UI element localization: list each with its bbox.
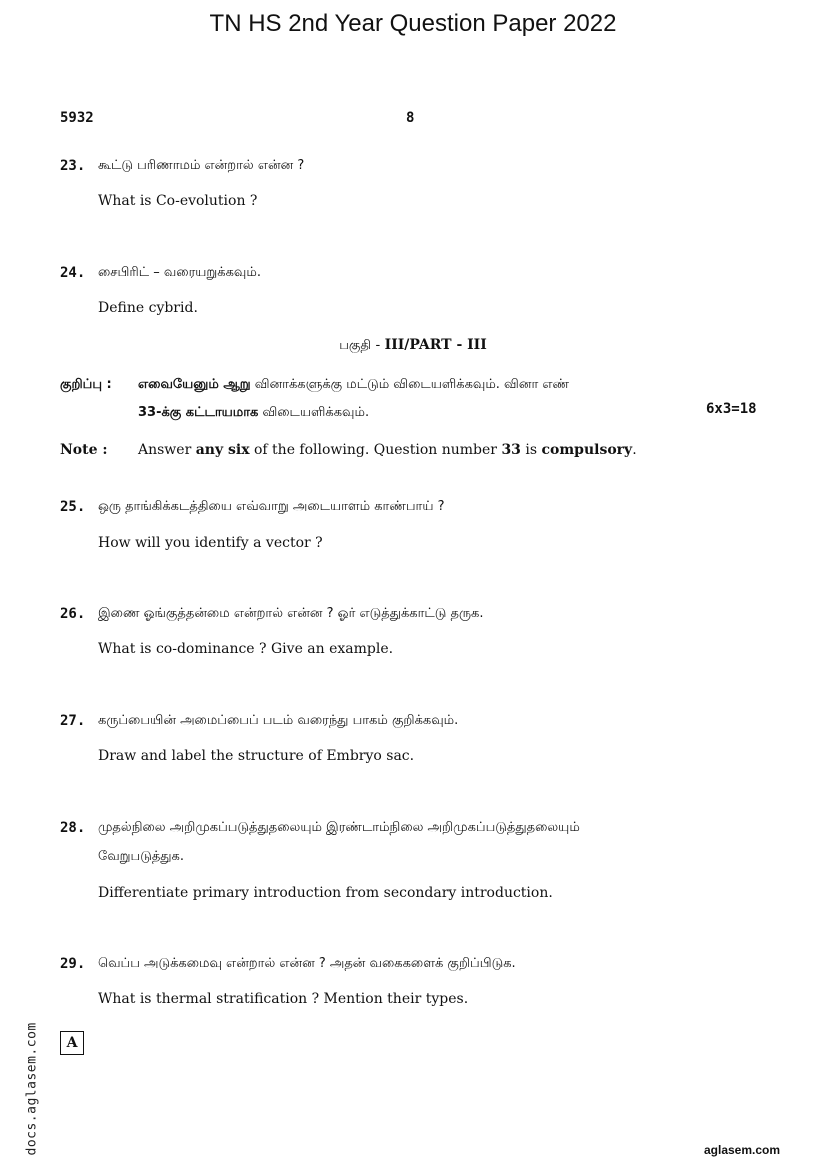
page-banner-title: TN HS 2nd Year Question Paper 2022: [209, 10, 617, 37]
note-bold: any six: [195, 442, 250, 458]
footer-site: aglasem.com: [704, 1143, 781, 1157]
paper-code: 5932: [60, 110, 94, 126]
instruction-text: வினாக்களுக்கு மட்டும் விடையளிக்கவும். வினா எண்: [250, 377, 570, 392]
note-text-part: Answer: [138, 442, 196, 458]
question-tamil: முதல்நிலை அறிமுகப்படுத்துதலையும் இரண்டாம்நிலை அறிமுகப்படுத்துதலையும்: [98, 820, 580, 835]
kurippu-label: குறிப்பு :: [60, 377, 112, 392]
question-english: Differentiate primary introduction from secondary introduction.: [98, 885, 553, 901]
question-english: How will you identify a vector ?: [98, 535, 323, 551]
question-tamil: வெப்ப அடுக்கமைவு என்றால் என்ன ? அதன் வகைகளைக் குறிப்பிடுக.: [98, 956, 516, 971]
note-text-part: .: [632, 442, 637, 458]
question-tamil-continued: வேறுபடுத்துக.: [98, 849, 185, 864]
part-heading: [0, 337, 826, 354]
question-number: 28.: [60, 820, 86, 836]
question-tamil: கருப்பையின் அமைப்பைப் படம் வரைந்து பாகம் குறிக்கவும்.: [98, 713, 459, 728]
note-text-part: is: [520, 442, 542, 458]
question-number: 23.: [60, 158, 86, 174]
question-tamil: ஒரு தாங்கிக்கடத்தியை எவ்வாறு அடையாளம் காண்பாய் ?: [98, 499, 445, 514]
question-number: 24.: [60, 265, 86, 281]
instruction-tamil-line-2: [138, 405, 369, 421]
note-text-part: of the following. Question number: [249, 442, 502, 458]
marks-scheme: 6x3=18: [706, 401, 757, 417]
note-label: Note :: [60, 442, 108, 458]
note-bold: 33: [501, 442, 521, 458]
question-tamil: கூட்டு பரிணாமம் என்றால் என்ன ?: [98, 158, 305, 173]
side-watermark: docs.aglasem.com: [24, 1022, 40, 1156]
page-number: 8: [406, 110, 415, 126]
version-box: A: [60, 1031, 84, 1055]
question-number: 29.: [60, 956, 86, 972]
part-heading-separator: -: [371, 337, 385, 353]
note-text: [138, 442, 637, 458]
question-number: 27.: [60, 713, 86, 729]
part-heading-tamil: பகுதி: [339, 338, 371, 353]
note-bold: compulsory: [541, 442, 633, 458]
part-heading-label: III/PART - III: [384, 337, 487, 353]
question-english: What is co-dominance ? Give an example.: [98, 641, 394, 657]
question-english: Define cybrid.: [98, 300, 198, 316]
question-english: What is thermal stratification ? Mention their types.: [98, 991, 469, 1007]
question-tamil: சைபிரிட் – வரையறுக்கவும்.: [98, 265, 261, 280]
question-number: 26.: [60, 606, 86, 622]
question-english: Draw and label the structure of Embryo sac.: [98, 748, 415, 764]
instruction-text: விடையளிக்கவும்.: [258, 405, 370, 420]
question-english: What is Co-evolution ?: [98, 193, 258, 209]
instruction-tamil-line-1: [138, 377, 569, 393]
instruction-bold: எவையேனும் ஆறு: [138, 377, 251, 392]
question-tamil: இணை ஓங்குத்தன்மை என்றால் என்ன ? ஓர் எடுத்துக்காட்டு தருக.: [98, 606, 484, 621]
question-number: 25.: [60, 499, 86, 515]
instruction-bold: 33-க்கு கட்டாயமாக: [138, 405, 259, 420]
